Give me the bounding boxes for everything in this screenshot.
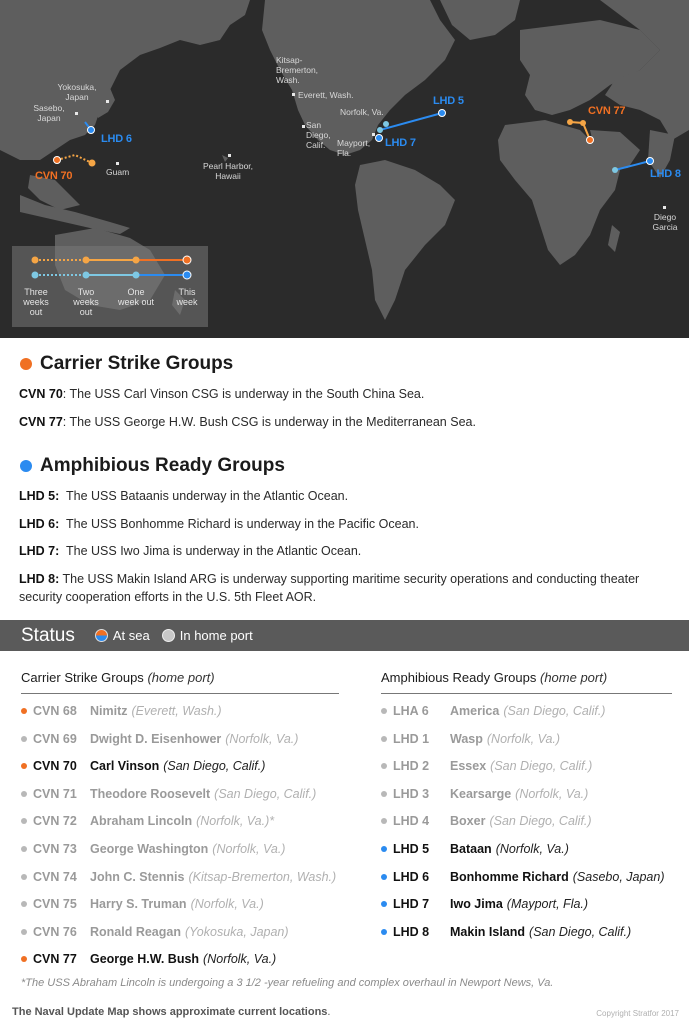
place-label-yokosuka: Yokosuka, Japan (57, 82, 97, 102)
place-label-everett: Everett, Wash. (298, 90, 354, 100)
legend-in-home-port (162, 628, 253, 643)
entry-text: : The USS Carl Vinson CSG is underway in the South China Sea. (62, 387, 425, 401)
home-port: (Norfolk, Va.) (212, 842, 286, 856)
ship-name: Bonhomme Richard (450, 869, 569, 884)
home-port: (Yokosuka, Japan) (185, 924, 289, 939)
list-row (381, 842, 569, 856)
ship-label-lhd8: LHD 8 (650, 168, 681, 180)
place-label-guam: Guam (106, 167, 130, 177)
amphibious-entry-lhd7 (19, 542, 679, 560)
status-dot-icon (381, 708, 387, 714)
carrier-list (21, 670, 339, 967)
legend-two-weeks: Two weeks out (73, 287, 99, 317)
list-row (21, 759, 265, 773)
list-row (21, 732, 298, 746)
list-row (21, 897, 264, 911)
hull-code: LHD 6 (393, 869, 430, 884)
ship-name: Abraham Lincoln (90, 814, 193, 829)
legend-this-week: This week (176, 287, 198, 307)
list-row (21, 704, 222, 718)
place-label-san-diego: San Diego, Calif. (306, 120, 331, 150)
ship-label-cvn77: CVN 77 (588, 105, 626, 117)
status-dot-icon (381, 901, 387, 907)
list-row (21, 814, 274, 828)
list-row (381, 759, 592, 773)
ship-name: America (450, 704, 500, 718)
ship-name: John C. Stennis (90, 869, 185, 884)
hull-code: CVN 76 (33, 924, 77, 939)
ship-name: Bataan (450, 842, 492, 856)
amphibious-section-title-text: Amphibious Ready Groups (40, 455, 285, 476)
ship-label-lhd6: LHD 6 (101, 133, 132, 145)
home-port: (Norfolk, Va.) (203, 952, 277, 967)
place-label-pearl-harbor: Pearl Harbor, Hawaii (202, 161, 254, 181)
hull-code: LHD 3 (393, 786, 430, 801)
hull-code: LHD 4 (393, 814, 430, 829)
ship-name: Carl Vinson (90, 759, 160, 774)
carrier-section-title-text: Carrier Strike Groups (40, 353, 234, 374)
status-dot-icon (381, 818, 387, 824)
hull-code: CVN 69 (33, 731, 77, 746)
home-port: (Norfolk, Va.) (486, 731, 561, 746)
home-port: (Norfolk, Va.)* (196, 814, 275, 829)
status-bar (0, 620, 689, 651)
hull-code: CVN 75 (33, 897, 77, 912)
status-dot-icon (21, 846, 27, 852)
at-sea-label: At sea (112, 628, 150, 643)
amphibious-list-heading-note: (home port) (539, 670, 608, 685)
at-sea-icon (95, 629, 108, 642)
home-port: (Everett, Wash.) (131, 704, 222, 718)
entry-code: LHD 7: (19, 544, 60, 558)
ship-name: Wasp (450, 731, 483, 746)
hull-code: CVN 70 (33, 759, 77, 774)
world-map (0, 0, 689, 338)
hull-code: CVN 68 (33, 704, 77, 718)
entry-code: LHD 6: (19, 517, 60, 531)
list-row (21, 842, 285, 856)
home-port: (San Diego, Calif.) (529, 924, 632, 939)
status-dot-icon (21, 929, 27, 935)
hull-code: LHA 6 (393, 704, 429, 718)
entry-code: LHD 5: (19, 489, 60, 503)
status-dot-icon (21, 901, 27, 907)
carrier-entry-cvn77 (19, 413, 679, 431)
status-dot-icon (381, 929, 387, 935)
amphibious-entry-lhd5 (19, 487, 679, 505)
hull-code: CVN 73 (33, 842, 77, 856)
ship-name: Makin Island (450, 924, 526, 939)
ship-name: George H.W. Bush (90, 952, 200, 967)
legend-at-sea (95, 628, 150, 643)
entry-code: CVN 70 (19, 387, 63, 401)
amphibious-dot-icon (20, 460, 32, 472)
carrier-list-heading-text: Carrier Strike Groups (21, 670, 144, 685)
home-port: (Norfolk, Va.) (515, 786, 589, 801)
ship-name: Boxer (450, 814, 486, 829)
ship-label-lhd7: LHD 7 (385, 137, 416, 149)
home-port-icon (162, 629, 175, 642)
place-label-norfolk: Norfolk, Va. (340, 107, 384, 117)
home-port: (San Diego, Calif.) (503, 704, 606, 718)
entry-text: The USS Bonhomme Richard is underway in the Pacific Ocean. (59, 517, 419, 531)
entry-text: The USS Iwo Jima is underway in the Atlantic Ocean. (59, 544, 362, 558)
list-row (381, 704, 605, 718)
home-port: (Sasebo, Japan) (572, 869, 665, 884)
carrier-list-heading-note: (home port) (147, 670, 215, 685)
status-dot-icon (21, 708, 27, 714)
list-row (381, 732, 560, 746)
home-port: (San Diego, Calif.) (489, 814, 592, 829)
footnote: *The USS Abraham Lincoln is undergoing a 3 1/2 -year refueling and complex overhaul in Newport News, Va. (21, 977, 554, 989)
status-dot-icon (381, 846, 387, 852)
status-dot-icon (21, 736, 27, 742)
home-port: (Kitsap-Bremerton, Wash.) (188, 869, 337, 884)
timeline-legend (12, 246, 208, 327)
status-dot-icon (21, 763, 27, 769)
hull-code: CVN 74 (33, 869, 77, 884)
ship-name: Ronald Reagan (90, 924, 181, 939)
copyright: Copyright Stratfor 2017 (596, 1009, 679, 1018)
list-row (381, 897, 588, 911)
hull-code: CVN 72 (33, 814, 77, 829)
carrier-section-title (20, 353, 233, 375)
entry-code: LHD 8: (19, 572, 60, 586)
ship-name: Dwight D. Eisenhower (90, 731, 222, 746)
list-row (381, 925, 631, 939)
hull-code: CVN 77 (33, 952, 77, 967)
home-port: (Norfolk, Va.) (190, 897, 264, 912)
list-row (381, 870, 665, 884)
status-dot-icon (381, 736, 387, 742)
hull-code: LHD 5 (393, 842, 430, 856)
carrier-entry-cvn70 (19, 385, 679, 403)
status-dot-icon (381, 763, 387, 769)
status-dot-icon (21, 791, 27, 797)
hull-code: LHD 1 (393, 731, 430, 746)
ship-name: Theodore Roosevelt (90, 786, 211, 801)
ship-label-lhd5: LHD 5 (433, 95, 464, 107)
entry-code: CVN 77 (19, 415, 63, 429)
place-label-sasebo: Sasebo, Japan (33, 103, 65, 123)
list-row (21, 870, 336, 884)
ship-name: Iwo Jima (450, 897, 503, 912)
ship-name: Kearsarge (450, 786, 512, 801)
status-dot-icon (21, 956, 27, 962)
footer-note (12, 1006, 330, 1018)
amphibious-list (381, 670, 672, 939)
home-port: (Norfolk, Va.) (225, 731, 299, 746)
footer-main: The Naval Update Map shows approximate current locations (12, 1006, 328, 1018)
amphibious-entry-lhd8 (19, 570, 679, 606)
place-label-mayport: Mayport, Fla. (337, 138, 371, 158)
home-port: (Mayport, Fla.) (506, 897, 589, 912)
ship-label-cvn70: CVN 70 (35, 170, 73, 182)
home-port: (San Diego, Calif.) (490, 759, 593, 774)
in-home-port-label: In home port (179, 628, 253, 643)
list-row (21, 787, 316, 801)
carrier-list-heading (21, 670, 339, 694)
amphibious-entry-lhd6 (19, 515, 679, 533)
entry-text: : The USS George H.W. Bush CSG is underway in the Mediterranean Sea. (62, 415, 476, 429)
home-port: (San Diego, Calif.) (214, 786, 317, 801)
status-dot-icon (381, 791, 387, 797)
status-dot-icon (381, 874, 387, 880)
home-port: (Norfolk, Va.) (495, 842, 569, 856)
status-dot-icon (21, 818, 27, 824)
legend-three-weeks: Three weeks out (23, 287, 49, 317)
list-row (381, 814, 592, 828)
list-row (21, 925, 289, 939)
hull-code: LHD 7 (393, 897, 430, 912)
ship-name: George Washington (90, 842, 209, 856)
amphibious-list-heading-text: Amphibious Ready Groups (381, 670, 537, 685)
ship-name: Essex (450, 759, 487, 774)
hull-code: CVN 71 (33, 786, 77, 801)
ship-name: Nimitz (90, 704, 128, 718)
hull-code: LHD 8 (393, 924, 430, 939)
status-title: Status (21, 624, 75, 646)
list-row (21, 952, 276, 966)
amphibious-list-heading (381, 670, 672, 694)
hull-code: LHD 2 (393, 759, 430, 774)
ship-name: Harry S. Truman (90, 897, 187, 912)
home-port: (San Diego, Calif.) (163, 759, 266, 774)
place-label-kitsap: Kitsap-Bremerton, Wash. (276, 55, 319, 85)
amphibious-section-title (20, 455, 285, 477)
status-dot-icon (21, 874, 27, 880)
carrier-dot-icon (20, 358, 32, 370)
entry-text: The USS Bataanis underway in the Atlantic Ocean. (59, 489, 349, 503)
footer-end: . (327, 1006, 331, 1018)
list-row (381, 787, 588, 801)
legend-one-week: One week out (117, 287, 155, 307)
entry-text: The USS Makin Island ARG is underway supporting maritime security operations and conducting theater security cooperation efforts in the U.S. 5th Fleet AOR. (19, 572, 640, 604)
place-label-diego-garcia: Diego Garcia (652, 212, 678, 232)
